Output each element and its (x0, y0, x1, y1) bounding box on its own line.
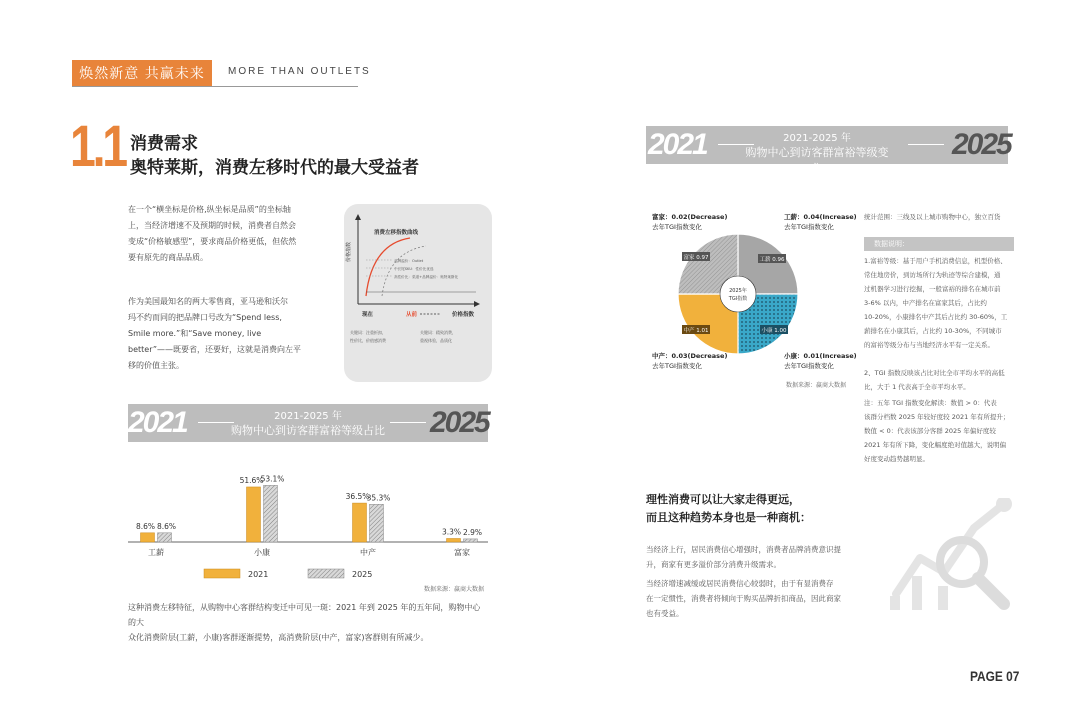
analytics-magnifier-icon (886, 498, 1020, 610)
diagram-note-right-1: 关键词：精致消费， (420, 330, 456, 335)
diagram-line-1: 品牌溢价：Outlet (394, 259, 424, 263)
diagram-curve-title: 消费左移指数曲线 (374, 230, 419, 236)
section-number: 1.1 (70, 114, 125, 179)
left-paragraph-1: 在一个“横坐标是价格,纵坐标是品质”的坐标轴 上，当经济增速不及预期的时候，消费者自然会 变成“价格敏感型”，要求商品价格更低，但依然 要有原先的商品品质。 (128, 205, 297, 262)
bar-2025-小康 (264, 485, 278, 542)
callout-fujia: 富家：0.02(Decrease) 去年TGI指数变化 (652, 213, 728, 231)
bar-label-2021-中产: 36.5% (345, 492, 370, 502)
bar-label-2025-中产: 35.3% (366, 493, 391, 503)
right-heading-2: 而且这种趋势本身也是一种商机： (646, 511, 811, 524)
bar-category-富家: 富家 (454, 548, 470, 557)
legend-swatch-2025 (308, 569, 344, 578)
side-item-2: 2、TGI 指数反映该占比对比全市平均水平的高低 比，大于 1 代表高于全市平均水平。 (864, 369, 1005, 391)
side-item-1: 1.富裕等级：基于用户手机消费信息，机型价格、 常住地房价，到访场所行为轨迹等综合建模，通 过机器学习进行挖掘，一般富裕的排名在城市前 3-6% 以内，中产排名在富家其后，占比约 10-20%，小康排名中产其后占比约 30-60%，工 薪排名在小康其后，占比约 10-30%，不同城市 的富裕等级分布与当地经济水平有一定关系。 (864, 257, 1008, 349)
pie-center (720, 276, 756, 312)
pie-label-fujia: 富家 0.97 (683, 255, 709, 261)
left-banner-year-start: 2021 (128, 406, 187, 439)
bar-category-工薪: 工薪 (148, 548, 164, 557)
pie-label-gongxin: 工薪 0.96 (759, 257, 785, 263)
bar-label-2025-工薪: 8.6% (156, 521, 177, 531)
left-banner-title1: 2021-2025 年 (274, 411, 342, 422)
callout-zhongchan: 中产：0.03(Decrease) 去年TGI指数变化 (652, 352, 728, 370)
bar-2021-工薪 (141, 533, 155, 542)
diagram-x-before: 从前 (406, 312, 418, 318)
right-banner-dash-2 (908, 144, 944, 145)
left-banner-dash-2 (390, 422, 426, 423)
section-title: 消费需求 (130, 134, 198, 154)
left-banner-title2: 购物中心到访客群富裕等级占比 (231, 424, 385, 437)
section-subtitle: 奥特莱斯，消费左移时代的最大受益者 (130, 158, 419, 178)
side-scope: 统计范围：三线及以上城市购物中心，独立百货 (864, 213, 1001, 221)
right-heading-1: 理性消费可以让大家走得更远， (646, 493, 800, 506)
header-divider (72, 86, 358, 87)
right-banner-year-end: 2025 (952, 128, 1011, 161)
right-banner-title2: 购物中心到访客群富裕等级变化 (745, 146, 889, 175)
pie-label-zhongchan: 中产 1.01 (683, 328, 709, 334)
bar-label-2025-富家: 2.9% (462, 527, 483, 537)
bar-2021-中产 (353, 503, 367, 542)
diagram-note-left-1: 关键词：注重折扣， (350, 330, 386, 335)
consumption-shift-diagram (344, 204, 492, 382)
diagram-x-now: 现在 (362, 312, 374, 318)
bar-chart-source: 数据来源：赢商大数据 (424, 586, 485, 593)
pie-chart-source: 数据来源：赢商大数据 (786, 382, 847, 389)
diagram-x-right: 价格指数 (452, 312, 475, 318)
left-banner (128, 404, 488, 442)
bar-category-小康: 小康 (254, 548, 270, 557)
legend-label-2021: 2021 (248, 570, 269, 579)
right-paragraph-2: 当经济增速减缓或居民消费信心较弱时，由于有显消费存 在一定惯性，消费者将倾向于购买品牌折扣商品，因此商家 也有受益。 (646, 579, 841, 618)
right-banner-title1: 2021-2025 年 (783, 133, 851, 144)
header-subtitle: MORE THAN OUTLETS (228, 66, 371, 77)
diagram-ylabel: 价格指数 (346, 241, 352, 263)
diagram-note-right-2: 重视体验，品质化 (420, 338, 452, 343)
bar-label-2021-工薪: 8.6% (135, 521, 156, 531)
bar-2021-富家 (447, 538, 461, 542)
diagram-note-left-2: 性价比，价值感消费 (350, 338, 386, 343)
diagram-line-2: 中长尾SKU：性价比优选 (394, 267, 434, 271)
page-number: PAGE 07 (970, 668, 1020, 684)
right-banner-year-start: 2021 (648, 128, 707, 161)
right-paragraph-1: 当经济上行，居民消费信心增强时，消费者品牌消费意识提 升，商家有更多溢价部分消费升级需求。 (646, 545, 841, 569)
bar-2025-中产 (370, 504, 384, 542)
left-bottom-paragraph: 这种消费左移特征，从购物中心客群结构变迁中可见一斑：2021 年到 2025 年的五年间，购物中心的大 众化消费阶层(工薪，小康)客群逐渐提势，高消费阶层(中产，富家)客群则有所减少。 (128, 603, 481, 642)
legend-swatch-2021 (204, 569, 240, 578)
tgi-pie-chart (676, 232, 800, 356)
bar-label-2021-小康: 51.6% (239, 475, 264, 485)
bar-label-2021-富家: 3.3% (441, 527, 462, 537)
pie-label-xiaokang: 小康 1.00 (761, 328, 787, 334)
callout-gongxin: 工薪：0.04(Increase) 去年TGI指数变化 (784, 213, 857, 231)
left-paragraph-2: 作为美国最知名的两大零售商，亚马逊和沃尔 玛不约而同的把品牌口号改为“Spend less, Smile more.”和“Save money, live better”——既要省，还要好，这就是消费向左平 移的价值主张。 (128, 297, 301, 370)
right-banner (646, 126, 1011, 175)
bar-category-中产: 中产 (360, 548, 376, 557)
pie-center-1: 2025年 (729, 288, 747, 294)
curve-gray (382, 246, 426, 296)
bar-2021-小康 (247, 487, 261, 542)
side-tag: 数据说明： (864, 237, 1014, 251)
bar-2025-工薪 (158, 533, 172, 542)
bar-chart (128, 462, 488, 602)
callout-xiaokang: 小康：0.01(Increase) 去年TGI指数变化 (784, 352, 857, 370)
diagram-svg (344, 204, 492, 382)
legend-label-2025: 2025 (352, 570, 373, 579)
bar-label-2025-小康: 53.1% (260, 474, 285, 484)
header-tag: 焕然新意 共赢未来 (72, 60, 212, 86)
side-item-3: 注：五年 TGI 指数变化解读：数值 > 0：代表 该群分档数 2025 年较好度较 2021 年有所提升； 数值 < 0：代表该部分客群 2025 年偏好度较 2021 年有所下降，变化幅度绝对值越大，说明偏 好度变动趋势越明显。 (864, 399, 1010, 463)
pie-center-2: TGI指数 (728, 296, 748, 302)
bar-2025-富家 (464, 539, 478, 542)
diagram-line-3: 高性价比：渠道+品牌溢价：奥特莱斯化 (394, 275, 459, 279)
left-banner-year-end: 2025 (430, 406, 489, 439)
